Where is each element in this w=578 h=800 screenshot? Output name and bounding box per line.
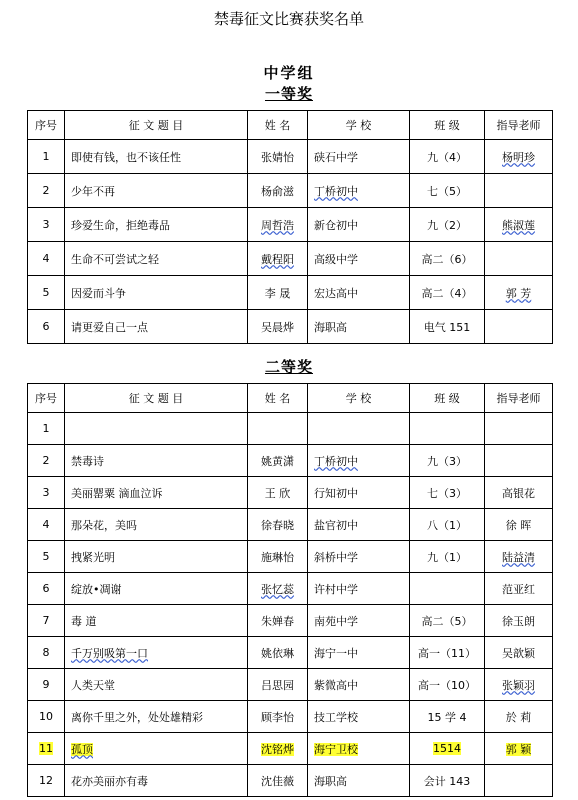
cell-index: 11 (28, 733, 65, 765)
cell-class: 九（1） (410, 541, 485, 573)
cell-teacher (485, 413, 553, 445)
cell-index: 6 (28, 310, 65, 344)
table-row (28, 509, 553, 541)
cell-title: 千万别吸第一口 (65, 637, 248, 669)
cell-title: 花亦美丽亦有毒 (65, 765, 248, 797)
cell-index: 3 (28, 208, 65, 242)
header-title: 征 文 题 目 (65, 111, 248, 140)
cell-title: 毒 道 (65, 605, 248, 637)
cell-class: 1514 (410, 733, 485, 765)
cell-name: 朱婵春 (248, 605, 308, 637)
cell-name: 吕思园 (248, 669, 308, 701)
cell-name: 姚依琳 (248, 637, 308, 669)
cell-teacher: 熊淑莲 (485, 208, 553, 242)
header-class: 班 级 (410, 384, 485, 413)
table-row (28, 140, 553, 174)
cell-teacher: 高银花 (485, 477, 553, 509)
cell-name: 沈佳薇 (248, 765, 308, 797)
cell-index: 5 (28, 541, 65, 573)
table-row (28, 541, 553, 573)
first-prize-heading: 一等奖 (264, 85, 313, 103)
table-row (28, 174, 553, 208)
cell-school (308, 413, 410, 445)
cell-name: 杨俞滋 (248, 174, 308, 208)
cell-school: 海宁卫校 (308, 733, 410, 765)
cell-teacher: 张颖羽 (485, 669, 553, 701)
table-row (28, 573, 553, 605)
cell-title: 少年不再 (65, 174, 248, 208)
cell-school: 宏达高中 (308, 276, 410, 310)
cell-class: 15 学 4 (410, 701, 485, 733)
cell-title: 绽放•凋谢 (65, 573, 248, 605)
cell-name: 张婧怡 (248, 140, 308, 174)
header-title: 征 文 题 目 (65, 384, 248, 413)
header-class: 班 级 (410, 111, 485, 140)
cell-teacher: 於 莉 (485, 701, 553, 733)
cell-class (410, 413, 485, 445)
cell-school: 许村中学 (308, 573, 410, 605)
cell-name: 周哲浩 (248, 208, 308, 242)
cell-index: 10 (28, 701, 65, 733)
table-header-row (28, 384, 553, 413)
header-index: 序号 (28, 111, 65, 140)
cell-index: 5 (28, 276, 65, 310)
cell-school: 海职高 (308, 765, 410, 797)
cell-school: 丁桥初中 (308, 445, 410, 477)
header-name: 姓 名 (248, 111, 308, 140)
cell-index: 8 (28, 637, 65, 669)
cell-school: 斜桥中学 (308, 541, 410, 573)
table-row (28, 477, 553, 509)
cell-class: 七（3） (410, 477, 485, 509)
table-row (28, 701, 553, 733)
cell-name: 施琳怡 (248, 541, 308, 573)
cell-index: 12 (28, 765, 65, 797)
header-school: 学 校 (308, 111, 410, 140)
cell-teacher (485, 445, 553, 477)
document-title: 禁毒征文比赛获奖名单 (213, 10, 364, 28)
cell-index: 1 (28, 140, 65, 174)
cell-teacher: 徐玉朗 (485, 605, 553, 637)
cell-class: 会计 143 (410, 765, 485, 797)
cell-class: 电气 151 (410, 310, 485, 344)
table-header-row (28, 111, 553, 140)
cell-title: 因爱而斗争 (65, 276, 248, 310)
cell-class: 高一（10） (410, 669, 485, 701)
cell-school: 硖石中学 (308, 140, 410, 174)
cell-name: 张忆蕊 (248, 573, 308, 605)
cell-school: 盐官初中 (308, 509, 410, 541)
cell-school: 南苑中学 (308, 605, 410, 637)
cell-name (248, 413, 308, 445)
cell-class (410, 573, 485, 605)
cell-name: 顾李怡 (248, 701, 308, 733)
cell-name: 王 欣 (248, 477, 308, 509)
cell-name: 徐春晓 (248, 509, 308, 541)
header-teacher: 指导老师 (485, 384, 553, 413)
cell-teacher (485, 310, 553, 344)
cell-school: 技工学校 (308, 701, 410, 733)
cell-name: 戴程阳 (248, 242, 308, 276)
cell-title: 即使有钱，也不该任性 (65, 140, 248, 174)
second-prize-table (27, 383, 553, 797)
cell-class: 高二（5） (410, 605, 485, 637)
cell-index: 6 (28, 573, 65, 605)
cell-class: 高二（4） (410, 276, 485, 310)
table-row (28, 276, 553, 310)
cell-teacher: 杨明珍 (485, 140, 553, 174)
cell-index: 3 (28, 477, 65, 509)
cell-name: 姚黄潇 (248, 445, 308, 477)
cell-school: 紫微高中 (308, 669, 410, 701)
cell-title: 美丽罂粟 滴血泣诉 (65, 477, 248, 509)
cell-school: 高级中学 (308, 242, 410, 276)
cell-school: 海宁一中 (308, 637, 410, 669)
cell-title: 离你千里之外，处处雄精彩 (65, 701, 248, 733)
cell-teacher: 陆益清 (485, 541, 553, 573)
cell-class: 高二（6） (410, 242, 485, 276)
header-name: 姓 名 (248, 384, 308, 413)
cell-title: 那朵花，美吗 (65, 509, 248, 541)
cell-name: 沈铭烨 (248, 733, 308, 765)
table-row (28, 208, 553, 242)
cell-teacher: 郭 芳 (485, 276, 553, 310)
cell-school: 行知初中 (308, 477, 410, 509)
cell-teacher (485, 242, 553, 276)
table-row (28, 765, 553, 797)
cell-teacher: 范亚红 (485, 573, 553, 605)
table-row (28, 310, 553, 344)
cell-school: 丁桥初中 (308, 174, 410, 208)
cell-teacher: 吴歆颖 (485, 637, 553, 669)
table-row (28, 605, 553, 637)
cell-class: 九（3） (410, 445, 485, 477)
cell-school: 新仓初中 (308, 208, 410, 242)
cell-title: 珍爱生命，拒绝毒品 (65, 208, 248, 242)
table-row-highlighted (28, 733, 553, 765)
table-row (28, 445, 553, 477)
cell-title: 禁毒诗 (65, 445, 248, 477)
cell-class: 九（2） (410, 208, 485, 242)
cell-index: 4 (28, 242, 65, 276)
cell-teacher (485, 765, 553, 797)
header-teacher: 指导老师 (485, 111, 553, 140)
header-index: 序号 (28, 384, 65, 413)
cell-title: 拽紧光明 (65, 541, 248, 573)
cell-index: 4 (28, 509, 65, 541)
cell-title (65, 413, 248, 445)
table-row (28, 637, 553, 669)
cell-name: 吴晨烨 (248, 310, 308, 344)
cell-title: 人类天堂 (65, 669, 248, 701)
cell-title: 孤顶 (65, 733, 248, 765)
second-prize-heading: 二等奖 (264, 358, 313, 376)
table-row (28, 669, 553, 701)
cell-teacher: 郭 颖 (485, 733, 553, 765)
cell-class: 七（5） (410, 174, 485, 208)
group-heading: 中学组 (263, 64, 315, 82)
cell-index: 2 (28, 445, 65, 477)
first-prize-table (27, 110, 553, 344)
table-row (28, 413, 553, 445)
cell-index: 9 (28, 669, 65, 701)
cell-name: 李 晟 (248, 276, 308, 310)
header-school: 学 校 (308, 384, 410, 413)
cell-title: 请更爱自己一点 (65, 310, 248, 344)
cell-index: 7 (28, 605, 65, 637)
table-row (28, 242, 553, 276)
cell-title: 生命不可尝试之轻 (65, 242, 248, 276)
cell-teacher: 徐 晖 (485, 509, 553, 541)
cell-school: 海职高 (308, 310, 410, 344)
cell-teacher (485, 174, 553, 208)
cell-index: 2 (28, 174, 65, 208)
cell-class: 高一（11） (410, 637, 485, 669)
cell-class: 九（4） (410, 140, 485, 174)
cell-class: 八（1） (410, 509, 485, 541)
cell-index: 1 (28, 413, 65, 445)
